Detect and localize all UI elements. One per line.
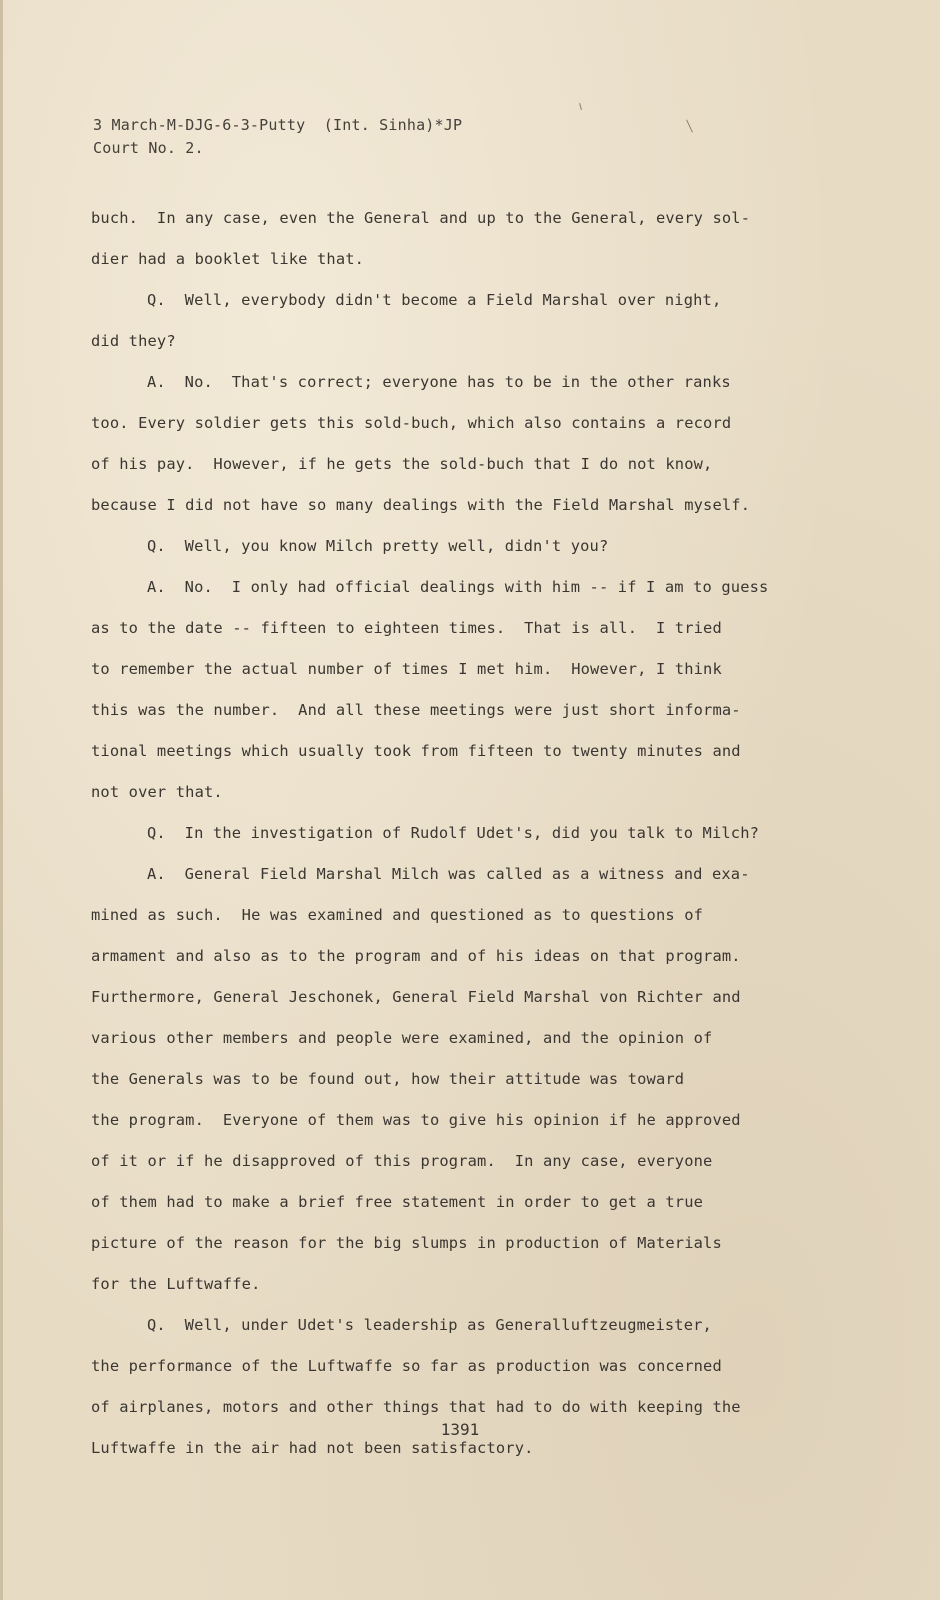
question-line: Q. In the investigation of Rudolf Udet's, did you talk to Milch? [147,824,760,842]
text-line: to remember the actual number of times I met him. However, I think [91,660,722,678]
question-line: Q. Well, you know Milch pretty well, didn't you? [147,537,609,555]
text-line: not over that. [91,783,223,801]
header-court: Court No. 2. [93,139,204,157]
text-line: this was the number. And all these meetings were just short informa- [91,701,741,719]
header-reference: 3 March-M-DJG-6-3-Putty (Int. Sinha)*JP [93,116,463,134]
text-line: Furthermore, General Jeschonek, General Field Marshal von Richter and [91,988,741,1006]
text-line: of airplanes, motors and other things that had to do with keeping the [91,1398,741,1416]
text-line: too. Every soldier gets this sold-buch, which also contains a record [91,414,732,432]
text-line: buch. In any case, even the General and up to the General, every sol- [91,209,751,227]
text-line: the program. Everyone of them was to give his opinion if he approved [91,1111,741,1129]
page-edge [0,0,3,1600]
text-line: because I did not have so many dealings with the Field Marshal myself. [91,496,751,514]
document-header [93,114,462,160]
answer-line: A. No. That's correct; everyone has to be in the other ranks [147,373,731,391]
text-line: of it or if he disapproved of this program. In any case, everyone [91,1152,713,1170]
text-line: mined as such. He was examined and questioned as to questions of [91,906,704,924]
text-line: for the Luftwaffe. [91,1275,261,1293]
answer-line: A. No. I only had official dealings with him -- if I am to guess [147,578,769,596]
text-line: picture of the reason for the big slumps in production of Materials [91,1234,722,1252]
text-line: of his pay. However, if he gets the sold-buch that I do not know, [91,455,713,473]
question-line: Q. Well, everybody didn't become a Field Marshal over night, [147,291,722,309]
text-line: the Generals was to be found out, how their attitude was toward [91,1070,685,1088]
text-line: did they? [91,332,176,350]
text-line: tional meetings which usually took from fifteen to twenty minutes and [91,742,741,760]
page-number-text: 1391 [440,1420,480,1439]
text-line: Luftwaffe in the air had not been satisfactory. [91,1439,534,1457]
answer-line: A. General Field Marshal Milch was called as a witness and exa- [147,865,750,883]
text-line: of them had to make a brief free statement in order to get a true [91,1193,704,1211]
text-line: armament and also as to the program and of his ideas on that program. [91,947,741,965]
page-number [0,1420,940,1439]
text-line: dier had a booklet like that. [91,250,365,268]
transcript-body [91,198,831,1469]
text-line: as to the date -- fifteen to eighteen times. That is all. I tried [91,619,722,637]
text-line: various other members and people were examined, and the opinion of [91,1029,713,1047]
text-line: the performance of the Luftwaffe so far as production was concerned [91,1357,722,1375]
question-line: Q. Well, under Udet's leadership as Generalluftzeugmeister, [147,1316,712,1334]
